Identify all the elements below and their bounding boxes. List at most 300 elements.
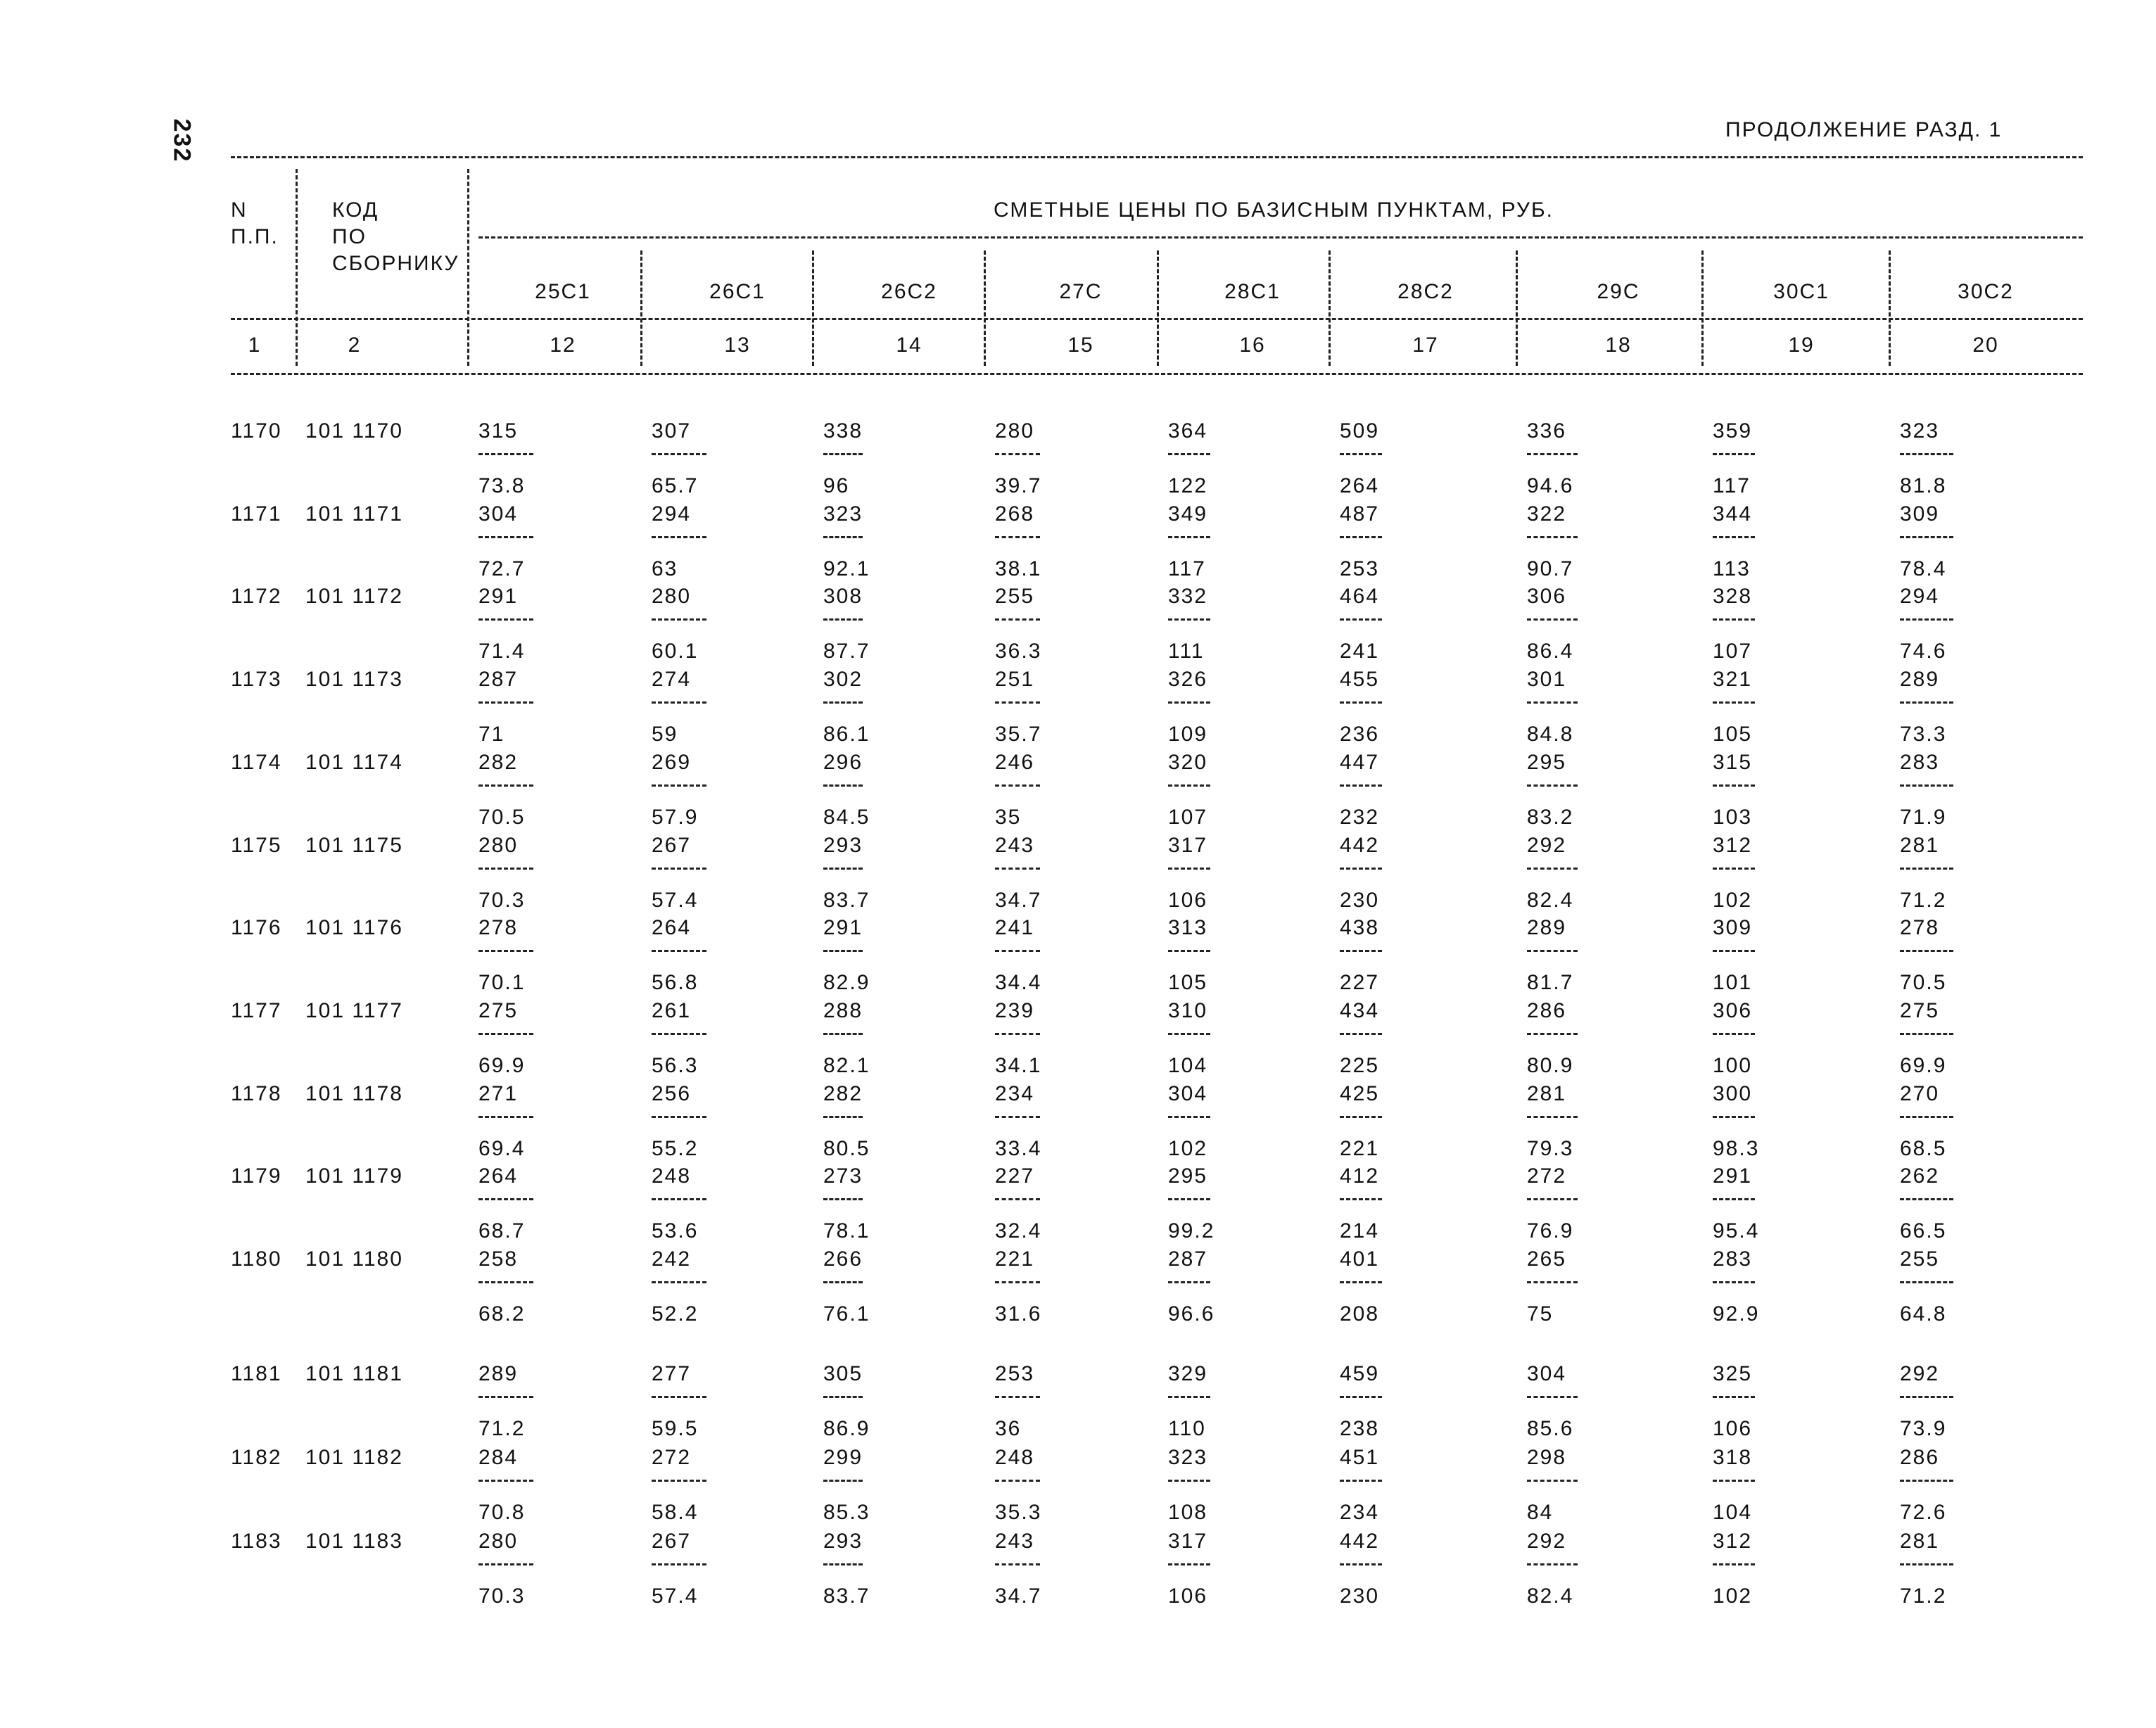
price-bottom: 71.4	[478, 640, 526, 663]
price-top: 329	[1168, 1362, 1208, 1385]
fraction-line	[1168, 453, 1210, 455]
price-top: 289	[478, 1362, 519, 1385]
header-column: 25С1	[535, 280, 591, 303]
fraction-line	[1527, 1281, 1578, 1283]
price-top: 318	[1713, 1446, 1753, 1469]
price-bottom: 109	[1168, 723, 1208, 747]
fraction-line	[823, 784, 863, 787]
price-bottom: 60.1	[652, 640, 699, 663]
price-bottom: 65.7	[652, 474, 699, 497]
price-top: 309	[1713, 916, 1753, 940]
fraction-line	[823, 701, 863, 704]
fraction-line	[1168, 1396, 1210, 1398]
price-top: 291	[823, 916, 863, 940]
price-bottom: 100	[1713, 1053, 1753, 1077]
fraction-line	[478, 536, 533, 538]
price-bottom: 69.4	[478, 1136, 526, 1160]
fraction-line	[1527, 1396, 1578, 1398]
fraction-line	[1900, 1396, 1953, 1398]
fraction-line	[1527, 868, 1578, 870]
fraction-line	[652, 1396, 706, 1398]
header-rule-bottom	[231, 373, 2083, 375]
fraction-line	[1713, 536, 1755, 538]
fraction-line	[478, 1116, 533, 1118]
price-top: 282	[478, 750, 519, 774]
price-top: 304	[478, 502, 519, 526]
fraction-line	[995, 536, 1040, 538]
price-bottom: 86.1	[823, 723, 870, 747]
fraction-line	[1527, 1480, 1578, 1482]
price-bottom: 36	[995, 1417, 1022, 1440]
price-top: 277	[652, 1362, 692, 1385]
fraction-line	[478, 1033, 533, 1035]
fraction-line	[823, 618, 863, 621]
row-code: 101 1170	[305, 419, 403, 443]
price-top: 293	[823, 1530, 863, 1553]
price-bottom: 76.1	[823, 1302, 870, 1326]
price-top: 272	[1527, 1164, 1567, 1188]
fraction-line	[1168, 868, 1210, 870]
price-bottom: 56.8	[652, 971, 699, 995]
fraction-line	[1900, 784, 1953, 787]
fraction-line	[1713, 950, 1755, 952]
price-bottom: 104	[1168, 1053, 1208, 1077]
header-group-title: СМЕТНЫЕ ЦЕНЫ ПО БАЗИСНЫМ ПУНКТАМ, РУБ.	[994, 198, 1554, 222]
price-top: 425	[1340, 1081, 1380, 1105]
fraction-line	[1340, 868, 1382, 870]
price-bottom: 85.3	[823, 1501, 870, 1524]
price-top: 239	[995, 998, 1035, 1022]
price-bottom: 34.1	[995, 1053, 1042, 1077]
price-bottom: 71.2	[1900, 888, 1947, 912]
price-top: 287	[478, 668, 519, 692]
price-bottom: 214	[1340, 1219, 1380, 1243]
fraction-line	[478, 1480, 533, 1482]
price-bottom: 105	[1168, 971, 1208, 995]
fraction-line	[995, 1396, 1040, 1398]
price-top: 317	[1168, 833, 1208, 857]
fraction-line	[1900, 701, 1953, 704]
row-code: 101 1180	[305, 1247, 403, 1271]
header-divider-num	[296, 169, 298, 366]
fraction-line	[823, 950, 863, 952]
row-code: 101 1171	[305, 502, 403, 526]
price-bottom: 66.5	[1900, 1219, 1947, 1243]
header-divider-col	[1516, 250, 1518, 366]
price-bottom: 36.3	[995, 640, 1042, 663]
fraction-line	[1340, 950, 1382, 952]
price-bottom: 70.5	[478, 805, 526, 829]
price-bottom: 58.4	[652, 1501, 699, 1524]
fraction-line	[1340, 784, 1382, 787]
price-top: 313	[1168, 916, 1208, 940]
price-bottom: 241	[1340, 640, 1380, 663]
row-number: 1176	[231, 916, 282, 940]
price-bottom: 78.4	[1900, 557, 1947, 580]
price-bottom: 98.3	[1713, 1136, 1760, 1160]
fraction-line	[995, 1198, 1040, 1200]
price-bottom: 108	[1168, 1501, 1208, 1524]
price-top: 234	[995, 1081, 1035, 1105]
price-bottom: 79.3	[1527, 1136, 1574, 1160]
fraction-line	[1900, 1116, 1953, 1118]
price-bottom: 90.7	[1527, 557, 1574, 580]
fraction-line	[652, 618, 706, 621]
price-top: 310	[1168, 998, 1208, 1022]
fraction-line	[1527, 1116, 1578, 1118]
fraction-line	[1900, 1480, 1953, 1482]
price-top: 447	[1340, 750, 1380, 774]
price-top: 281	[1527, 1081, 1567, 1105]
fraction-line	[995, 950, 1040, 952]
price-top: 243	[995, 833, 1035, 857]
price-top: 294	[652, 502, 692, 526]
price-bottom: 68.7	[478, 1219, 526, 1243]
price-top: 227	[995, 1164, 1035, 1188]
price-top: 270	[1900, 1081, 1940, 1105]
price-bottom: 87.7	[823, 640, 870, 663]
price-bottom: 35.7	[995, 723, 1042, 747]
price-top: 309	[1900, 502, 1940, 526]
price-bottom: 253	[1340, 557, 1380, 580]
header-column: 27С	[1059, 280, 1103, 303]
price-top: 464	[1340, 585, 1380, 609]
price-bottom: 70.8	[478, 1501, 526, 1524]
price-top: 262	[1900, 1164, 1940, 1188]
price-top: 241	[995, 916, 1035, 940]
price-bottom: 82.1	[823, 1053, 870, 1077]
price-top: 256	[652, 1081, 692, 1105]
header-column-number: 17	[1412, 333, 1439, 357]
fraction-line	[1900, 536, 1953, 538]
header-rule-group	[478, 236, 2083, 239]
row-number: 1179	[231, 1164, 282, 1188]
price-bottom: 80.5	[823, 1136, 870, 1160]
row-number: 1180	[231, 1247, 282, 1271]
price-bottom: 71.2	[478, 1417, 526, 1440]
header-num-line2: П.П.	[231, 225, 279, 248]
price-top: 269	[652, 750, 692, 774]
price-bottom: 111	[1168, 640, 1205, 663]
price-bottom: 70.5	[1900, 971, 1947, 995]
row-number: 1183	[231, 1530, 282, 1553]
price-top: 248	[995, 1446, 1035, 1469]
price-top: 264	[478, 1164, 519, 1188]
fraction-line	[478, 453, 533, 455]
fraction-line	[1713, 1480, 1755, 1482]
price-bottom: 39.7	[995, 474, 1042, 497]
price-top: 304	[1168, 1081, 1208, 1105]
header-divider-col	[984, 250, 986, 366]
row-code: 101 1176	[305, 916, 403, 940]
price-top: 301	[1527, 668, 1567, 692]
price-bottom: 82.9	[823, 971, 870, 995]
fraction-line	[478, 701, 533, 704]
fraction-line	[1900, 618, 1953, 621]
fraction-line	[1713, 618, 1755, 621]
price-bottom: 227	[1340, 971, 1380, 995]
price-bottom: 99.2	[1168, 1219, 1215, 1243]
price-bottom: 84.8	[1527, 723, 1574, 747]
fraction-line	[1340, 453, 1382, 455]
price-top: 344	[1713, 502, 1753, 526]
fraction-line	[652, 1563, 706, 1565]
header-divider-code	[467, 169, 469, 366]
price-bottom: 107	[1713, 640, 1753, 663]
header-column-number: 18	[1605, 333, 1632, 357]
price-top: 273	[823, 1164, 863, 1188]
fraction-line	[1340, 536, 1382, 538]
price-top: 291	[478, 585, 519, 609]
fraction-line	[1340, 618, 1382, 621]
row-number: 1171	[231, 502, 282, 526]
fraction-line	[652, 536, 706, 538]
fraction-line	[1340, 701, 1382, 704]
price-top: 267	[652, 1530, 692, 1553]
fraction-line	[652, 701, 706, 704]
price-top: 286	[1527, 998, 1567, 1022]
fraction-line	[995, 618, 1040, 621]
price-top: 295	[1527, 750, 1567, 774]
price-top: 278	[1900, 916, 1940, 940]
price-bottom: 32.4	[995, 1219, 1042, 1243]
fraction-line	[823, 1033, 863, 1035]
price-bottom: 208	[1340, 1302, 1380, 1326]
price-top: 509	[1340, 419, 1380, 443]
price-bottom: 71.9	[1900, 805, 1947, 829]
header-column: 29С	[1597, 280, 1640, 303]
price-bottom: 78.1	[823, 1219, 870, 1243]
price-bottom: 117	[1168, 557, 1206, 580]
price-top: 302	[823, 668, 863, 692]
fraction-line	[1527, 950, 1578, 952]
price-bottom: 57.4	[652, 888, 699, 912]
row-code: 101 1173	[305, 668, 403, 692]
fraction-line	[1340, 1281, 1382, 1283]
fraction-line	[652, 868, 706, 870]
price-top: 280	[478, 833, 519, 857]
price-top: 487	[1340, 502, 1380, 526]
price-top: 328	[1713, 585, 1753, 609]
fraction-line	[823, 1198, 863, 1200]
price-bottom: 82.4	[1527, 1584, 1574, 1608]
price-bottom: 232	[1340, 805, 1380, 829]
header-column: 30С2	[1958, 280, 2014, 303]
price-bottom: 68.2	[478, 1302, 526, 1326]
price-top: 280	[995, 419, 1035, 443]
price-top: 299	[823, 1446, 863, 1469]
price-bottom: 68.5	[1900, 1136, 1947, 1160]
fraction-line	[823, 1563, 863, 1565]
price-top: 289	[1900, 668, 1940, 692]
fraction-line	[478, 1198, 533, 1200]
fraction-line	[1900, 1563, 1953, 1565]
fraction-line	[995, 1480, 1040, 1482]
price-bottom: 81.8	[1900, 474, 1947, 497]
price-top: 288	[823, 998, 863, 1022]
price-top: 312	[1713, 1530, 1753, 1553]
price-bottom: 73.9	[1900, 1417, 1947, 1440]
row-number: 1173	[231, 668, 282, 692]
price-bottom: 102	[1168, 1136, 1208, 1160]
price-top: 291	[1713, 1164, 1753, 1188]
fraction-line	[995, 868, 1040, 870]
price-top: 283	[1900, 750, 1940, 774]
fraction-line	[1527, 453, 1578, 455]
price-bottom: 83.7	[823, 888, 870, 912]
price-bottom: 221	[1340, 1136, 1380, 1160]
header-column-number: 1	[248, 333, 262, 357]
price-top: 312	[1713, 833, 1753, 857]
price-bottom: 96.6	[1168, 1302, 1215, 1326]
price-top: 442	[1340, 833, 1380, 857]
fraction-line	[1713, 1198, 1755, 1200]
fraction-line	[478, 618, 533, 621]
price-bottom: 230	[1340, 888, 1380, 912]
price-bottom: 69.9	[478, 1053, 526, 1077]
fraction-line	[823, 453, 863, 455]
price-top: 401	[1340, 1247, 1380, 1271]
price-bottom: 225	[1340, 1053, 1380, 1077]
price-top: 305	[823, 1362, 863, 1385]
header-column-number: 15	[1067, 333, 1094, 357]
fraction-line	[1527, 701, 1578, 704]
row-number: 1170	[231, 419, 282, 443]
fraction-line	[1713, 1396, 1755, 1398]
fraction-line	[478, 1396, 533, 1398]
price-bottom: 106	[1713, 1417, 1753, 1440]
fraction-line	[1527, 1198, 1578, 1200]
price-top: 295	[1168, 1164, 1208, 1188]
price-top: 321	[1713, 668, 1753, 692]
price-top: 280	[652, 585, 692, 609]
row-code: 101 1175	[305, 833, 403, 857]
fraction-line	[652, 1480, 706, 1482]
price-top: 286	[1900, 1446, 1940, 1469]
price-bottom: 71.2	[1900, 1584, 1947, 1608]
fraction-line	[1340, 1033, 1382, 1035]
price-bottom: 34.7	[995, 1584, 1042, 1608]
price-bottom: 107	[1168, 805, 1208, 829]
price-top: 320	[1168, 750, 1208, 774]
price-top: 325	[1713, 1362, 1753, 1385]
price-bottom: 236	[1340, 723, 1380, 747]
fraction-line	[823, 1281, 863, 1283]
price-bottom: 52.2	[652, 1302, 699, 1326]
price-top: 293	[823, 833, 863, 857]
price-top: 306	[1527, 585, 1567, 609]
fraction-line	[1713, 784, 1755, 787]
fraction-line	[1168, 618, 1210, 621]
price-top: 268	[995, 502, 1035, 526]
price-bottom: 234	[1340, 1501, 1380, 1524]
price-top: 283	[1713, 1247, 1753, 1271]
fraction-line	[1900, 1033, 1953, 1035]
fraction-line	[1527, 784, 1578, 787]
price-top: 326	[1168, 668, 1208, 692]
row-code: 101 1182	[305, 1446, 403, 1469]
price-bottom: 83.7	[823, 1584, 870, 1608]
price-top: 315	[478, 419, 519, 443]
price-top: 221	[995, 1247, 1035, 1271]
price-top: 306	[1713, 998, 1753, 1022]
price-top: 338	[823, 419, 863, 443]
price-bottom: 82.4	[1527, 888, 1574, 912]
price-bottom: 70.3	[478, 1584, 526, 1608]
fraction-line	[995, 1116, 1040, 1118]
price-top: 266	[823, 1247, 863, 1271]
row-number: 1178	[231, 1081, 282, 1105]
price-bottom: 113	[1713, 557, 1751, 580]
price-top: 292	[1527, 833, 1567, 857]
fraction-line	[1527, 1033, 1578, 1035]
price-top: 258	[478, 1247, 519, 1271]
price-bottom: 86.4	[1527, 640, 1574, 663]
fraction-line	[652, 784, 706, 787]
price-bottom: 72.6	[1900, 1501, 1947, 1524]
header-column-number: 12	[550, 333, 576, 357]
fraction-line	[1340, 1198, 1382, 1200]
price-top: 287	[1168, 1247, 1208, 1271]
price-top: 275	[1900, 998, 1940, 1022]
price-bottom: 85.6	[1527, 1417, 1574, 1440]
price-bottom: 70.1	[478, 971, 526, 995]
row-code: 101 1174	[305, 750, 403, 774]
fraction-line	[1168, 701, 1210, 704]
price-bottom: 238	[1340, 1417, 1380, 1440]
fraction-line	[1168, 1033, 1210, 1035]
header-rule-top	[231, 156, 2083, 158]
price-top: 315	[1713, 750, 1753, 774]
price-top: 300	[1713, 1081, 1753, 1105]
price-top: 323	[1168, 1446, 1208, 1469]
price-bottom: 35	[995, 805, 1022, 829]
price-bottom: 95.4	[1713, 1219, 1760, 1243]
header-column-number: 19	[1788, 333, 1815, 357]
fraction-line	[478, 950, 533, 952]
header-column: 26С1	[709, 280, 766, 303]
price-bottom: 73.3	[1900, 723, 1947, 747]
price-top: 323	[1900, 419, 1940, 443]
fraction-line	[1527, 618, 1578, 621]
price-bottom: 56.3	[652, 1053, 699, 1077]
price-top: 280	[478, 1530, 519, 1553]
fraction-line	[478, 1563, 533, 1565]
price-bottom: 59.5	[652, 1417, 699, 1440]
price-bottom: 117	[1713, 474, 1751, 497]
fraction-line	[1900, 868, 1953, 870]
row-number: 1175	[231, 833, 282, 857]
price-bottom: 38.1	[995, 557, 1042, 580]
row-code: 101 1178	[305, 1081, 403, 1105]
fraction-line	[652, 1033, 706, 1035]
price-bottom: 31.6	[995, 1302, 1042, 1326]
price-top: 282	[823, 1081, 863, 1105]
price-bottom: 71	[478, 723, 505, 747]
fraction-line	[1713, 1281, 1755, 1283]
price-top: 451	[1340, 1446, 1380, 1469]
row-code: 101 1172	[305, 585, 403, 609]
price-bottom: 55.2	[652, 1136, 699, 1160]
price-top: 284	[478, 1446, 519, 1469]
price-top: 459	[1340, 1362, 1380, 1385]
fraction-line	[1340, 1480, 1382, 1482]
fraction-line	[1900, 453, 1953, 455]
price-top: 323	[823, 502, 863, 526]
price-bottom: 53.6	[652, 1219, 699, 1243]
price-top: 255	[1900, 1247, 1940, 1271]
price-bottom: 230	[1340, 1584, 1380, 1608]
